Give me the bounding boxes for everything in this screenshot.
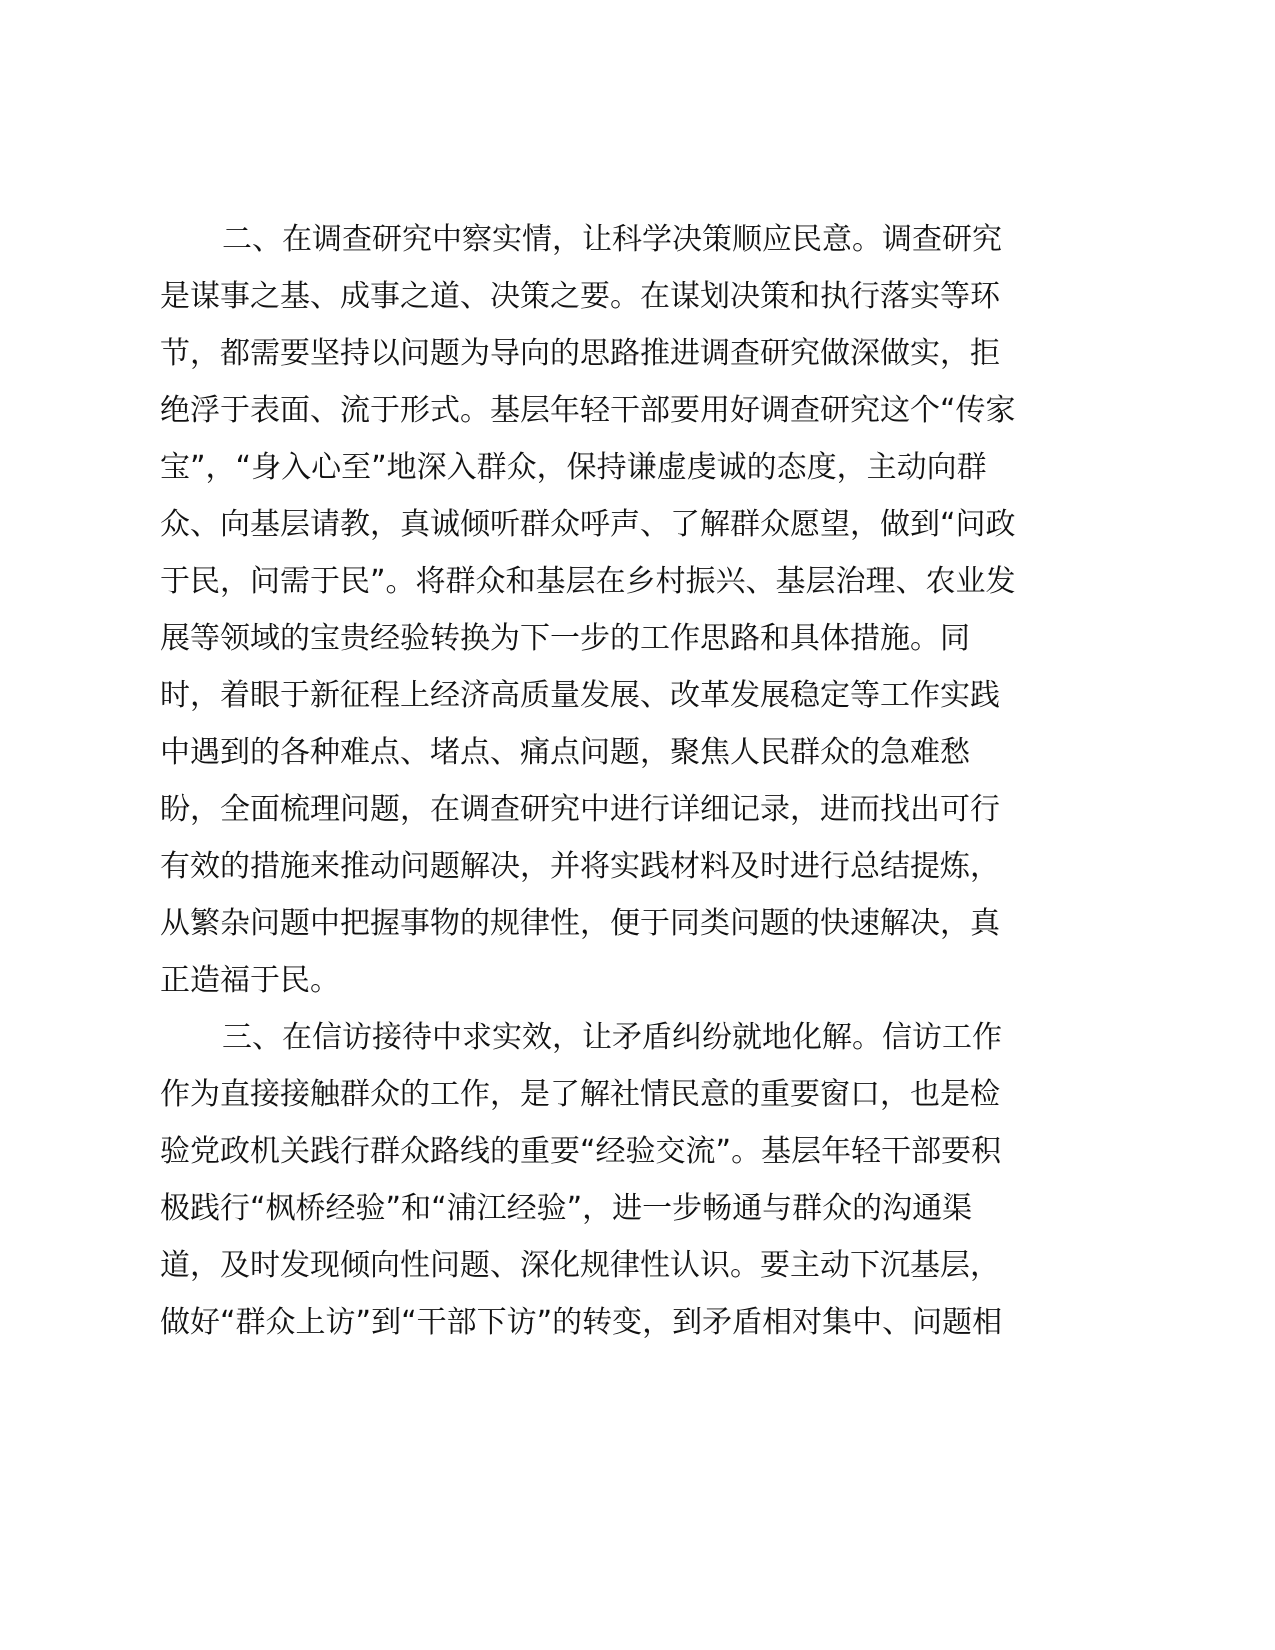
paragraph-section-two: [160, 211, 1070, 1009]
paragraph-section-three: [160, 1009, 1070, 1351]
paragraph-line: 二、在调查研究中察实情，让科学决策顺应民意。调查研究: [222, 222, 1002, 257]
paragraph-line: 于民，问需于民”。将群众和基层在乡村振兴、基层治理、农业发: [160, 564, 1016, 599]
paragraph-line: 三、在信访接待中求实效，让矛盾纠纷就地化解。信访工作: [222, 1020, 1002, 1055]
paragraph-line: 从繁杂问题中把握事物的规律性，便于同类问题的快速解决，真: [160, 906, 1000, 941]
paragraph-line: 验党政机关践行群众路线的重要“经验交流”。基层年轻干部要积: [160, 1134, 1002, 1169]
paragraph-line: 做好“群众上访”到“干部下访”的转变，到矛盾相对集中、问题相: [160, 1305, 1003, 1340]
paragraph-line: 宝”，“身入心至”地深入群众，保持谦虚虔诚的态度，主动向群: [160, 450, 987, 485]
paragraph-line: 是谋事之基、成事之道、决策之要。在谋划决策和执行落实等环: [160, 279, 1000, 314]
paragraph-line: 展等领域的宝贵经验转换为下一步的工作思路和具体措施。同: [160, 621, 970, 656]
paragraph-line: 时，着眼于新征程上经济高质量发展、改革发展稳定等工作实践: [160, 678, 1000, 713]
paragraph-line: 正造福于民。: [160, 963, 340, 998]
paragraph-line: 众、向基层请教，真诚倾听群众呼声、了解群众愿望，做到“问政: [160, 507, 1016, 542]
paragraph-line: 有效的措施来推动问题解决，并将实践材料及时进行总结提炼，: [160, 849, 1000, 884]
paragraph-line: 中遇到的各种难点、堵点、痛点问题，聚焦人民群众的急难愁: [160, 735, 970, 770]
paragraph-line: 绝浮于表面、流于形式。基层年轻干部要用好调查研究这个“传家: [160, 393, 1016, 428]
paragraph-line: 盼，全面梳理问题，在调查研究中进行详细记录，进而找出可行: [160, 792, 1000, 827]
paragraph-line: 节，都需要坚持以问题为导向的思路推进调查研究做深做实，拒: [160, 336, 1000, 371]
paragraph-line: 作为直接接触群众的工作，是了解社情民意的重要窗口，也是检: [160, 1077, 1000, 1112]
paragraph-line: 极践行“枫桥经验”和“浦江经验”，进一步畅通与群众的沟通渠: [160, 1191, 973, 1226]
paragraph-line: 道，及时发现倾向性问题、深化规律性认识。要主动下沉基层，: [160, 1248, 1000, 1283]
document-body: [160, 211, 1070, 1351]
